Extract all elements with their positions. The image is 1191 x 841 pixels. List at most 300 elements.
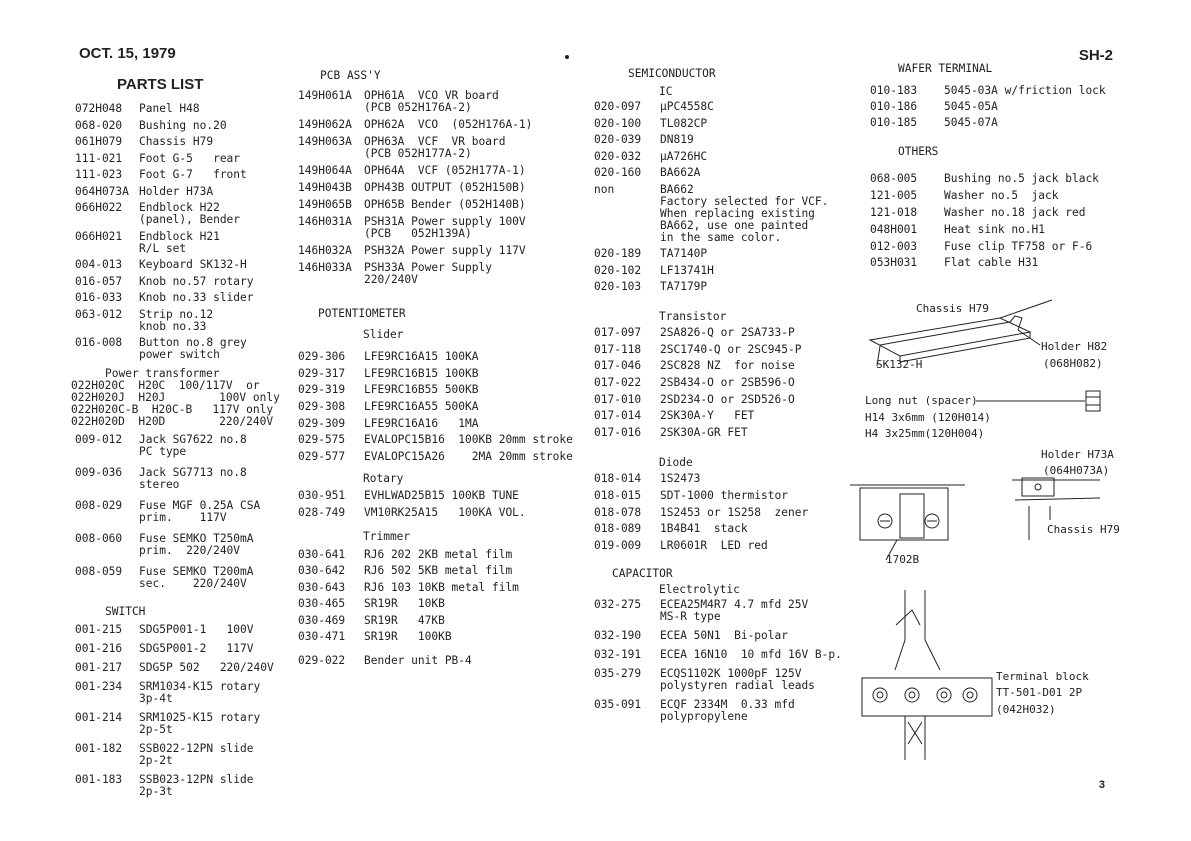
list-item	[75, 643, 275, 655]
part-description: SDG5P 502 220/240V	[139, 661, 274, 674]
part-description: μA726HC	[660, 149, 708, 163]
part-description: 5045-03A w/friction lock	[944, 84, 1106, 97]
part-number: 004-013	[75, 258, 123, 271]
part-description: LFE9RC16B15 100KB	[364, 366, 479, 380]
list-item	[75, 153, 275, 165]
list-item	[594, 101, 854, 113]
part-number: 017-046	[594, 359, 642, 373]
part-number: 063-012	[75, 307, 123, 321]
list-item	[75, 169, 275, 181]
terminal-block-label: Terminal block	[996, 670, 1089, 683]
part-number: 020-160	[594, 166, 642, 179]
part-number: 035-091	[594, 697, 642, 711]
part-description: RJ6 202 2KB metal film	[364, 547, 513, 561]
part-description: TA7179P	[660, 280, 708, 293]
list-item	[594, 523, 854, 535]
switch-list	[75, 624, 275, 798]
part-number: 029-319	[298, 383, 346, 397]
chassis-label: Chassis H79	[916, 302, 989, 315]
part-number: 016-033	[75, 291, 123, 304]
chassis-figure	[870, 300, 1052, 366]
part-description: Washer no.18 jack red	[944, 205, 1086, 219]
part-number: 001-216	[75, 642, 123, 655]
part-description: Heat sink no.H1	[944, 222, 1046, 236]
part-number: 121-005	[870, 189, 918, 203]
part-description: OPH63A VCF VR board (PCB 052H177A-2)	[364, 135, 506, 160]
part-number: 020-097	[594, 100, 642, 113]
part-number: 017-097	[594, 326, 642, 339]
list-item	[594, 630, 854, 642]
part-number: 030-469	[298, 613, 346, 627]
list-item	[298, 199, 588, 211]
part-number: 146H033A	[298, 261, 352, 274]
part-description: 1S2453 or 1S258 zener	[660, 505, 809, 519]
part-description: SDT-1000 thermistor	[660, 488, 788, 502]
part-number: 029-308	[298, 400, 346, 414]
list-item	[75, 774, 275, 798]
list-item	[298, 401, 588, 413]
subsection-heading: IC	[659, 85, 673, 98]
list-item	[594, 377, 854, 389]
bullet-dot	[565, 55, 569, 59]
part-description: Button no.8 grey power switch	[139, 336, 247, 361]
part-description: Bushing no.20	[139, 118, 227, 132]
list-item	[298, 384, 588, 396]
list-item	[75, 624, 275, 636]
part-number: 008-060	[75, 532, 123, 545]
part-number: 149H064A	[298, 164, 352, 177]
part-description: ECEA 16N10 10 mfd 16V B-p.	[660, 647, 842, 661]
list-item	[594, 248, 854, 260]
part-number: 030-951	[298, 489, 346, 503]
part-description: OPH61A VCO VR board (PCB 052H176A-2)	[364, 89, 499, 114]
part-description: SDG5P001-1 100V	[139, 623, 254, 636]
subsection-heading: Transistor	[659, 310, 727, 323]
list-item	[298, 631, 588, 643]
part-number: 018-014	[594, 472, 642, 486]
part-number: 020-100	[594, 116, 642, 130]
part-number: 020-102	[594, 263, 642, 277]
part-description: Knob no.57 rotary	[139, 274, 254, 288]
capacitor-list	[594, 599, 854, 723]
list-item	[75, 103, 275, 115]
part-number: 010-186	[870, 100, 918, 114]
list-item	[298, 507, 588, 519]
list-item	[870, 117, 1130, 129]
part-number: 008-059	[75, 565, 123, 578]
list-item	[75, 500, 275, 524]
page-date: OCT. 15, 1979	[79, 45, 176, 62]
part-description: EVHLWAD25B15 100KB TUNE	[364, 489, 519, 503]
subsection-heading: Rotary	[363, 472, 404, 486]
part-number: 066H022	[75, 201, 123, 214]
part-description: 2SK30A-GR FET	[660, 426, 748, 440]
part-number: 029-022	[298, 654, 346, 668]
list-item	[298, 582, 588, 594]
list-item	[594, 265, 854, 277]
page-model: SH-2	[1078, 47, 1113, 64]
list-item	[298, 351, 588, 363]
slider-pot-list	[298, 351, 588, 463]
part-number: 009-012	[75, 433, 123, 446]
list-item	[594, 151, 854, 163]
part-number: 001-215	[75, 623, 123, 636]
part-description: Fuse clip TF758 or F-6	[944, 239, 1093, 253]
part-description: BA662 Factory selected for VCF. When replacing existing BA662, use one painted in the same color.	[660, 182, 829, 244]
part-description: SR19R 100KB	[364, 630, 452, 644]
list-item	[298, 119, 588, 131]
list-item	[298, 165, 588, 177]
column-1	[71, 102, 280, 805]
part-description: TA7140P	[660, 247, 708, 260]
part-description: 2SD234-O or 2SD526-O	[660, 392, 795, 406]
list-item	[75, 259, 275, 271]
part-description: OPH62A VCO (052H176A-1)	[364, 118, 533, 131]
list-item	[298, 451, 588, 463]
part-number: 018-015	[594, 488, 642, 502]
part-number: 053H031	[870, 256, 918, 270]
list-item	[594, 649, 854, 661]
list-item	[594, 427, 854, 439]
part-description: Fuse SEMKO T200mA sec. 220/240V	[139, 565, 254, 590]
part-description: Jack SG7622 no.8 PC type	[139, 433, 247, 458]
transformer-line: 022H020D H20D 220/240V	[71, 415, 274, 428]
part-description: ECQS1102K 1000pF 125V polystyren radial leads	[660, 666, 815, 692]
part-description: TL082CP	[660, 116, 708, 130]
transistor-list	[594, 327, 854, 439]
list-item	[870, 85, 1130, 97]
part-number: 029-306	[298, 350, 346, 363]
part-description: OPH64A VCF (052H177A-1)	[364, 164, 526, 177]
part-description: OPH65B Bender (052H140B)	[364, 198, 526, 211]
part-description: EVALOPC15A26 2MA 20mm stroke	[364, 450, 573, 464]
part-number: 032-275	[594, 597, 642, 611]
list-item	[298, 549, 588, 561]
part-number: 020-032	[594, 149, 642, 163]
long-nut-label: Long nut (spacer)	[865, 394, 978, 407]
part-description: SDG5P001-2 117V	[139, 642, 254, 655]
subsection-heading: Diode	[659, 456, 693, 470]
list-item	[298, 418, 588, 430]
list-item	[75, 120, 275, 132]
section-heading: OTHERS	[898, 145, 939, 159]
part-number: 032-191	[594, 647, 642, 661]
list-item	[594, 490, 854, 502]
part-description: 2SA826-Q or 2SA733-P	[660, 326, 795, 339]
list-item	[75, 467, 275, 491]
list-item	[75, 681, 275, 705]
list-item	[594, 327, 854, 339]
section-heading: Power transformer	[105, 367, 220, 380]
part-number: 146H031A	[298, 215, 352, 228]
list-item	[594, 281, 854, 293]
part-description: Holder H73A	[139, 184, 214, 198]
part-description: SSB023-12PN slide 2p-3t	[139, 773, 254, 798]
part-number: 030-471	[298, 630, 346, 644]
part-number: 010-183	[870, 84, 918, 97]
part-number: 019-009	[594, 538, 642, 552]
list-item	[75, 186, 275, 198]
part-description: PSH33A Power Supply 220/240V	[364, 261, 492, 286]
subsection-heading: Electrolytic	[659, 582, 740, 596]
part-number: 121-018	[870, 205, 918, 219]
list-item	[594, 699, 854, 723]
part-number: 061H079	[75, 135, 123, 148]
part-number: 016-057	[75, 274, 123, 288]
bender-list	[298, 655, 588, 667]
list-item	[298, 216, 588, 240]
part-number: 018-089	[594, 522, 642, 536]
list-item	[298, 490, 588, 502]
part-description: DN819	[660, 133, 694, 146]
part-number: 068-005	[870, 172, 918, 186]
part-description: Bender unit PB-4	[364, 654, 472, 668]
part-description: Endblock H22 (panel), Bender	[139, 201, 241, 226]
part-description: ECEA25M4R7 4.7 mfd 25V MS-R type	[660, 597, 809, 623]
page-number: 3	[1098, 779, 1105, 791]
part-number: 035-279	[594, 666, 642, 680]
part-description: Panel H48	[139, 102, 200, 115]
general-parts-list	[75, 103, 275, 361]
list-item	[298, 90, 588, 114]
part-number: 017-118	[594, 342, 642, 356]
part-description: Chassis H79	[139, 135, 214, 148]
part-number: 032-190	[594, 628, 642, 642]
list-item	[75, 309, 275, 333]
column-4	[870, 63, 1130, 274]
part-number: 010-185	[870, 116, 918, 130]
part-description: Fuse SEMKO T250mA prim. 220/240V	[139, 532, 254, 557]
list-item	[298, 434, 588, 446]
power-transformer-section	[71, 367, 280, 428]
part-description: μPC4558C	[660, 100, 714, 113]
part-number: 020-039	[594, 133, 642, 146]
part-description: Foot G-5 rear	[139, 151, 241, 165]
part-description: Flat cable H31	[944, 256, 1039, 270]
part-description: PSH32A Power supply 117V	[364, 244, 526, 257]
diode-list	[594, 473, 854, 552]
part-number: 001-182	[75, 742, 123, 755]
list-item	[594, 668, 854, 692]
part-description: 5045-07A	[944, 116, 998, 130]
holder-h73a-figure	[1012, 478, 1100, 540]
holder-h73a-label: Holder H73A	[1041, 448, 1114, 461]
list-item	[75, 662, 275, 674]
part-description: SR19R 47KB	[364, 613, 445, 627]
list-item	[298, 245, 588, 257]
part-number: 017-010	[594, 392, 642, 406]
part-description: Endblock H21 R/L set	[139, 229, 220, 255]
list-item	[298, 655, 588, 667]
heat-sink-figure	[850, 485, 965, 560]
part-description: SRM1034-K15 rotary 3p-4t	[139, 680, 261, 705]
part-description: EVALOPC15B16 100KB 20mm stroke	[364, 433, 573, 447]
part-number: 072H048	[75, 102, 123, 115]
list-item	[870, 224, 1130, 236]
list-item	[594, 360, 854, 372]
list-item	[75, 136, 275, 148]
part-number: 017-016	[594, 426, 642, 440]
part-number: 012-003	[870, 239, 918, 253]
transformer-line: 022H020C H20C 100/117V or	[71, 379, 260, 392]
part-description: VM10RK25A15 100KA VOL.	[364, 505, 526, 519]
part-number: 029-577	[298, 450, 346, 464]
pcb-assy-list	[298, 90, 588, 286]
list-item	[594, 167, 854, 179]
list-item	[298, 598, 588, 610]
list-item	[75, 566, 275, 590]
list-item	[594, 473, 854, 485]
part-description: 2SB434-O or 2SB596-O	[660, 376, 795, 390]
part-description: 5045-05A	[944, 100, 998, 114]
part-number: 017-014	[594, 409, 642, 423]
list-item	[594, 118, 854, 130]
part-number: 029-575	[298, 433, 346, 447]
part-description: LFE9RC16A55 500KA	[364, 400, 479, 414]
part-number: 030-465	[298, 597, 346, 611]
part-number: 001-234	[75, 680, 123, 693]
part-description: Fuse MGF 0.25A CSA prim. 117V	[139, 499, 261, 524]
part-description: Keyboard SK132-H	[139, 258, 247, 271]
part-number: 020-189	[594, 247, 642, 260]
part-number: 111-021	[75, 151, 123, 165]
part-description: Knob no.33 slider	[139, 291, 254, 304]
section-heading: CAPACITOR	[612, 566, 673, 580]
list-item	[594, 507, 854, 519]
section-heading: POTENTIOMETER	[318, 307, 406, 320]
part-number: 030-642	[298, 564, 346, 578]
part-description: Jack SG7713 no.8 stereo	[139, 466, 247, 491]
list-item	[75, 337, 275, 361]
part-number: 001-214	[75, 711, 123, 724]
list-item	[594, 184, 854, 244]
part-description: Strip no.12 knob no.33	[139, 307, 214, 333]
part-description: 1S2473	[660, 472, 701, 486]
part-description: ECQF 2334M 0.33 mfd polypropylene	[660, 697, 795, 723]
part-description: SSB022-12PN slide 2p-2t	[139, 742, 254, 767]
chassis-h79-label: Chassis H79	[1047, 523, 1120, 536]
part-description: BA662A	[660, 166, 701, 179]
part-number: 111-023	[75, 168, 123, 181]
trimmer-list	[298, 549, 588, 644]
list-item	[870, 190, 1130, 202]
part-number: 149H043B	[298, 181, 352, 194]
section-heading: SWITCH	[105, 605, 146, 618]
heat-sink-pn: 1702B	[886, 553, 920, 566]
subsection-heading: Slider	[363, 328, 404, 341]
list-item	[594, 134, 854, 146]
part-number: 066H021	[75, 229, 123, 243]
part-number: 029-317	[298, 366, 346, 380]
list-item	[298, 368, 588, 380]
part-description: LFE9RC16A16 1MA	[364, 416, 479, 430]
list-item	[594, 344, 854, 356]
part-number: 149H061A	[298, 89, 352, 102]
rotary-pot-list	[298, 490, 588, 519]
list-item	[298, 136, 588, 160]
holder-h73a-pn: (064H073A)	[1043, 464, 1110, 477]
part-description: ECEA 50N1 Bi-polar	[660, 628, 788, 642]
part-description: RJ6 103 10KB metal film	[364, 580, 519, 594]
part-number: 146H032A	[298, 244, 352, 257]
part-number: 064H073A	[75, 184, 129, 198]
part-number: 149H063A	[298, 135, 352, 148]
list-item	[298, 262, 588, 286]
part-description: Foot G-7 front	[139, 168, 247, 181]
wafer-terminal-list	[870, 85, 1130, 129]
screw-h14-label: H14 3x6mm (120H014)	[865, 411, 991, 424]
part-description: PSH31A Power supply 100V (PCB 052H139A)	[364, 215, 526, 240]
transformer-line: 022H020C-B H20C-B 117V only	[71, 403, 274, 416]
list-item	[594, 599, 854, 623]
part-description: SRM1025-K15 rotary 2p-5t	[139, 711, 261, 736]
section-heading: SEMICONDUCTOR	[628, 67, 716, 80]
list-item	[594, 540, 854, 552]
list-item	[298, 565, 588, 577]
part-description: Bushing no.5 jack black	[944, 172, 1099, 186]
part-description: OPH43B OUTPUT (052H150B)	[364, 181, 526, 194]
list-item	[75, 292, 275, 304]
part-description: LFE9RC16A15 100KA	[364, 350, 479, 363]
page-title: PARTS LIST	[117, 76, 204, 93]
list-item	[75, 202, 275, 226]
list-item	[870, 207, 1130, 219]
terminal-block-pn: (042H032)	[996, 703, 1056, 716]
jacks-fuses-list	[75, 434, 275, 590]
list-item	[298, 615, 588, 627]
part-number: 149H065B	[298, 198, 352, 211]
part-number: 020-103	[594, 280, 642, 293]
transformer-line: 022H020J H20J 100V only	[71, 391, 280, 404]
holder-h82-label: Holder H82	[1041, 340, 1108, 353]
part-number: 016-008	[75, 336, 123, 349]
list-item	[75, 712, 275, 736]
part-number: 008-029	[75, 499, 123, 512]
section-heading: WAFER TERMINAL	[898, 62, 993, 75]
part-number: 030-641	[298, 547, 346, 561]
part-description: RJ6 502 5KB metal film	[364, 564, 513, 578]
part-number: non	[594, 182, 615, 196]
part-description: SR19R 10KB	[364, 597, 445, 611]
keyboard-label: SK132-H	[876, 358, 923, 371]
terminal-block-figure	[862, 590, 992, 760]
part-description: 2SK30A-Y FET	[660, 409, 755, 423]
part-number: 149H062A	[298, 118, 352, 131]
column-3	[594, 68, 854, 730]
part-number: 018-078	[594, 505, 642, 519]
part-description: 2SC828 NZ for noise	[660, 359, 795, 373]
part-number: 028-749	[298, 505, 346, 519]
long-nut-icon	[976, 391, 1100, 411]
part-description: 1B4B41 stack	[660, 522, 748, 536]
part-description: LF13741H	[660, 263, 714, 277]
list-item	[75, 533, 275, 557]
part-number: 068-020	[75, 118, 123, 132]
section-heading: PCB ASS'Y	[320, 69, 381, 82]
part-number: 001-183	[75, 773, 123, 786]
part-number: 001-217	[75, 661, 123, 674]
list-item	[594, 410, 854, 422]
power-transformer-list	[71, 379, 280, 428]
list-item	[870, 241, 1130, 253]
list-item	[870, 101, 1130, 113]
column-2	[298, 70, 588, 667]
list-item	[75, 231, 275, 255]
list-item	[75, 743, 275, 767]
part-number: 030-643	[298, 580, 346, 594]
part-description: LR0601R LED red	[660, 538, 768, 552]
part-number: 017-022	[594, 376, 642, 390]
